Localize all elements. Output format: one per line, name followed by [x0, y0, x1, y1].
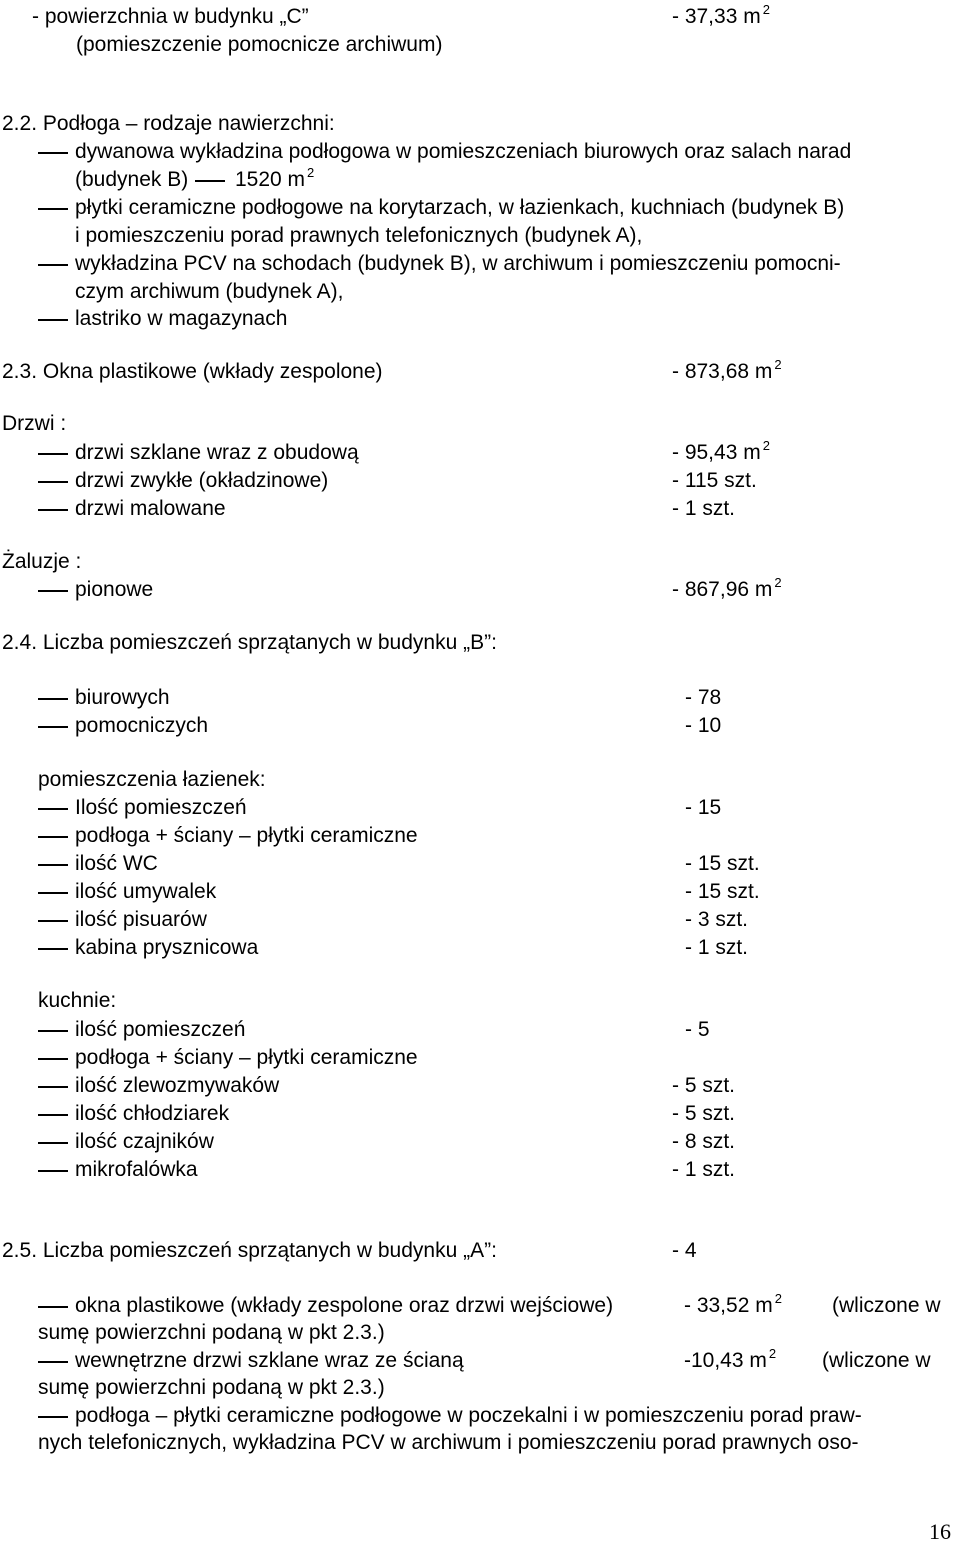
bathrooms-count-value: - 15 [685, 796, 722, 819]
doors-painted-label: drzwi malowane [75, 497, 226, 520]
area-line-building-c: - powierzchnia w budynku „C” [32, 5, 309, 28]
bathrooms-heading: pomieszczenia łazienek: [38, 768, 266, 791]
dash-marker [38, 698, 68, 700]
section-2-2-heading: 2.2. Podłoga – rodzaje nawierzchni: [2, 112, 335, 135]
floor-item-carpet: dywanowa wykładzina podłogowa w pomieszczeniach biurowych oraz salach narad [75, 140, 852, 163]
bathrooms-sinks-value: - 15 szt. [685, 880, 760, 903]
dash-marker [38, 892, 68, 894]
floor-item-carpet-building: (budynek B) [75, 168, 189, 191]
area-value-building-c: - 37,33 m $^2$ [672, 2, 770, 28]
doors-heading: Drzwi : [2, 412, 67, 435]
building-a-floor-label: podłoga – płytki ceramiczne podłogowe w poczekalni i w pomieszczeniu porad praw- [75, 1404, 862, 1427]
dash-marker [195, 180, 225, 182]
floor-item-pvc-cont: czym archiwum (budynek A), [75, 280, 344, 303]
dash-marker [38, 920, 68, 922]
kitchens-kettles-value: - 8 szt. [672, 1130, 736, 1153]
building-a-windows-note-cont: sumę powierzchni podaną w pkt 2.3.) [38, 1321, 385, 1344]
floor-item-tiles-cont: i pomieszczeniu porad prawnych telefonicznych (budynek A), [75, 224, 643, 247]
building-a-glass-doors-note-cont: sumę powierzchni podaną w pkt 2.3.) [38, 1376, 385, 1399]
floor-item-tiles: płytki ceramiczne podłogowe na korytarzach, w łazienkach, kuchniach (budynek B) [75, 196, 845, 219]
dash-marker [38, 1306, 68, 1308]
blinds-heading: Żaluzje : [2, 550, 82, 573]
page-number: 16 [929, 1519, 951, 1544]
bathrooms-shower-label: kabina prysznicowa [75, 936, 259, 959]
section-2-3-heading: 2.3. Okna plastikowe (wkłady zespolone) [2, 360, 383, 383]
dash-marker [38, 264, 68, 266]
dash-marker [38, 1416, 68, 1418]
dash-marker [38, 864, 68, 866]
doors-painted-value: - 1 szt. [672, 497, 736, 520]
dash-marker [38, 1170, 68, 1172]
bathrooms-urinals-label: ilość pisuarów [75, 908, 207, 931]
doors-glass-label: drzwi szklane wraz z obudową [75, 441, 359, 464]
kitchens-microwave-label: mikrofalówka [75, 1158, 198, 1181]
kitchens-fridges-value: - 5 szt. [672, 1102, 736, 1125]
floor-item-carpet-area: 1520 m $^2$ [235, 165, 315, 191]
dash-marker [38, 509, 68, 511]
dash-marker [38, 726, 68, 728]
blinds-vertical-label: pionowe [75, 578, 154, 601]
kitchens-sinks-label: ilość zlewozmywaków [75, 1074, 280, 1097]
kitchens-floor-walls: podłoga + ściany – płytki ceramiczne [75, 1046, 418, 1069]
kitchens-heading: kuchnie: [38, 989, 117, 1012]
rooms-office-value: - 78 [685, 686, 722, 709]
building-a-windows-label: okna plastikowe (wkłady zespolone oraz drzwi wejściowe) [75, 1294, 614, 1317]
dash-marker [38, 481, 68, 483]
dash-marker [38, 453, 68, 455]
dash-marker [38, 808, 68, 810]
dash-marker [38, 836, 68, 838]
dash-marker [38, 1114, 68, 1116]
rooms-auxiliary-value: - 10 [685, 714, 722, 737]
dash-marker [38, 590, 68, 592]
bathrooms-urinals-value: - 3 szt. [685, 908, 749, 931]
dash-marker [38, 948, 68, 950]
blinds-vertical-value: - 867,96 m $^2$ [672, 575, 782, 601]
rooms-auxiliary-label: pomocniczych [75, 714, 209, 737]
area-note-archive: (pomieszczenie pomocnicze archiwum) [76, 33, 443, 56]
dash-marker [38, 1361, 68, 1363]
doors-glass-value: - 95,43 m $^2$ [672, 438, 770, 464]
building-a-windows-note: (wliczone w [832, 1294, 941, 1317]
dash-marker [38, 319, 68, 321]
dash-marker [38, 1058, 68, 1060]
kitchens-count-value: - 5 [685, 1018, 710, 1041]
kitchens-sinks-value: - 5 szt. [672, 1074, 736, 1097]
doors-regular-value: - 115 szt. [672, 469, 757, 492]
bathrooms-sinks-label: ilość umywalek [75, 880, 217, 903]
dash-marker [38, 152, 68, 154]
building-a-glass-doors-value: -10,43 m $^2$ [684, 1346, 777, 1372]
bathrooms-floor-walls: podłoga + ściany – płytki ceramiczne [75, 824, 418, 847]
section-2-5-heading: 2.5. Liczba pomieszczeń sprzątanych w budynku „A”: [2, 1239, 497, 1262]
building-a-glass-doors-label: wewnętrzne drzwi szklane wraz ze ścianą [75, 1349, 464, 1372]
section-2-4-heading: 2.4. Liczba pomieszczeń sprzątanych w budynku „B”: [2, 631, 497, 654]
bathrooms-shower-value: - 1 szt. [685, 936, 749, 959]
dash-marker [38, 1086, 68, 1088]
section-2-5-value: - 4 [672, 1239, 697, 1262]
building-a-floor-label-cont: nych telefonicznych, wykładzina PCV w archiwum i pomieszczeniu porad prawnych oso- [38, 1431, 859, 1454]
bathrooms-wc-label: ilość WC [75, 852, 158, 875]
floor-item-terrazzo: lastriko w magazynach [75, 307, 288, 330]
dash-marker [38, 1142, 68, 1144]
doors-regular-label: drzwi zwykłe (okładzinowe) [75, 469, 329, 492]
rooms-office-label: biurowych [75, 686, 170, 709]
building-a-glass-doors-note: (wliczone w [822, 1349, 931, 1372]
kitchens-fridges-label: ilość chłodziarek [75, 1102, 230, 1125]
bathrooms-wc-value: - 15 szt. [685, 852, 760, 875]
dash-marker [38, 208, 68, 210]
floor-item-pvc: wykładzina PCV na schodach (budynek B), w archiwum i pomieszczeniu pomocni- [75, 252, 841, 275]
kitchens-count-label: ilość pomieszczeń [75, 1018, 246, 1041]
bathrooms-count-label: Ilość pomieszczeń [75, 796, 247, 819]
section-2-3-value: - 873,68 m $^2$ [672, 357, 782, 383]
building-a-windows-value: - 33,52 m $^2$ [684, 1291, 782, 1317]
dash-marker [38, 1030, 68, 1032]
kitchens-microwave-value: - 1 szt. [672, 1158, 736, 1181]
kitchens-kettles-label: ilość czajników [75, 1130, 214, 1153]
